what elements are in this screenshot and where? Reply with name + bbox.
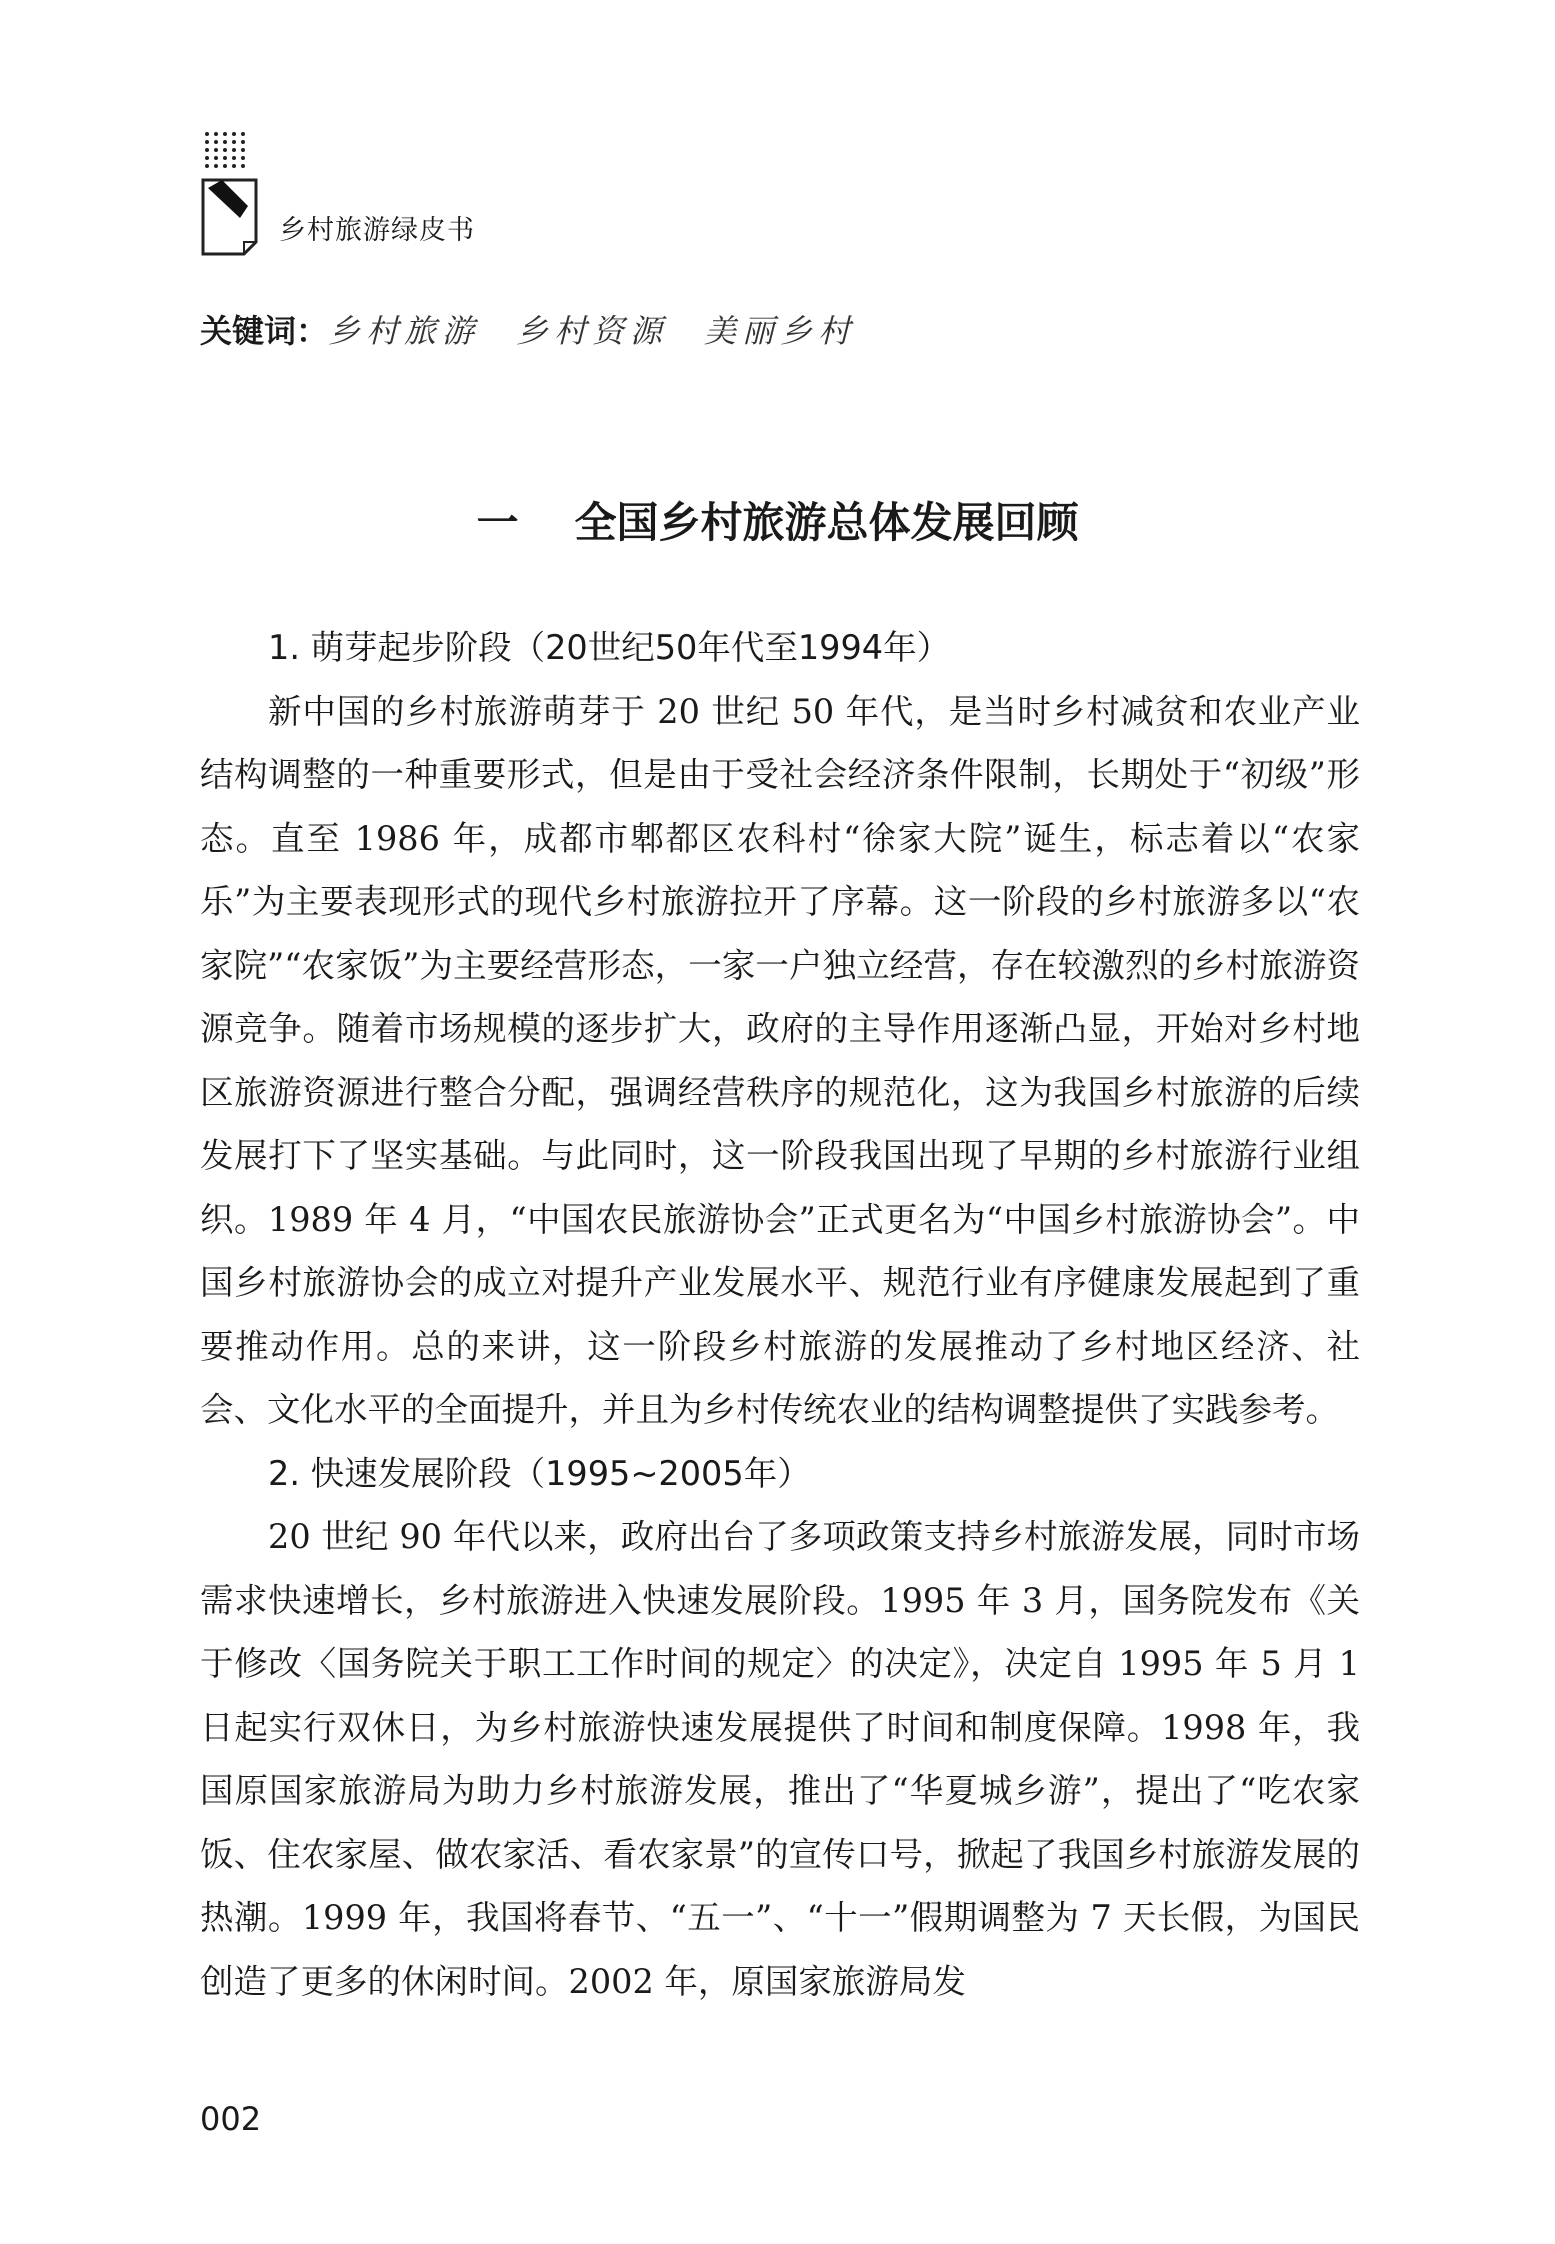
- subsection-heading: 2. 快速发展阶段（1995~2005年）: [268, 1453, 811, 1493]
- subsection-heading: 1. 萌芽起步阶段（20世纪50年代至1994年）: [268, 628, 951, 667]
- body-text: [200, 616, 1360, 2013]
- book-corner-icon: [200, 128, 260, 258]
- page-number: 002: [200, 2100, 262, 2138]
- body-paragraph: 20 世纪 90 年代以来，政府出台了多项政策支持乡村旅游发展，同时市场需求快速增长，乡村旅游进入快速发展阶段。1995 年 3 月，国务院发布《关于修改〈国务院关于职工工作时间的规定〉的决定》，决定自 1995 年 5 月 1 日起实行双休日，为乡村旅游快速发展提供了时间和制度保障。1998 年，我国原国家旅游局为助力乡村旅游发展，推出了“华夏城乡游”，提出了“吃农家饭、住农家屋、做农家活、看农家景”的宣传口号，掀起了我国乡村旅游发展的热潮。1999 年，我国将春节、“五一”、“十一”假期调整为 7 天长假，为国民创造了更多的休闲时间。2002 年，原国家旅游局发: [200, 1517, 1360, 2001]
- keyword-item: 美丽乡村: [704, 312, 857, 350]
- section-number: 一: [476, 498, 519, 547]
- running-header-title: 乡村旅游绿皮书: [279, 215, 475, 246]
- keyword-item: 乡村旅游: [328, 312, 481, 350]
- keywords-label: 关键词：: [200, 312, 329, 350]
- section-title: 全国乡村旅游总体发展回顾: [574, 498, 1079, 547]
- body-paragraph: 新中国的乡村旅游萌芽于 20 世纪 50 年代，是当时乡村减贫和农业产业结构调整的一种重要形式，但是由于受社会经济条件限制，长期处于“初级”形态。直至 1986 年，成都市郫都区农科村“徐家大院”诞生，标志着以“农家乐”为主要表现形式的现代乡村旅游拉开了序幕。这一阶段的乡村旅游多以“农家院”“农家饭”为主要经营形态，一家一户独立经营，存在较激烈的乡村旅游资源竞争。随着市场规模的逐步扩大，政府的主导作用逐渐凸显，开始对乡村地区旅游资源进行整合分配，强调经营秩序的规范化，这为我国乡村旅游的后续发展打下了坚实基础。与此同时，这一阶段我国出现了早期的乡村旅游行业组织。1989 年 4 月，“中国农民旅游协会”正式更名为“中国乡村旅游协会”。中国乡村旅游协会的成立对提升产业发展水平、规范行业有序健康发展起到了重要推动作用。总的来讲，这一阶段乡村旅游的发展推动了乡村地区经济、社会、文化水平的全面提升，并且为乡村传统农业的结构调整提供了实践参考。: [200, 691, 1360, 1429]
- section-heading: [0, 490, 1555, 550]
- keyword-item: 乡村资源: [516, 312, 669, 350]
- keywords-line: [200, 306, 856, 352]
